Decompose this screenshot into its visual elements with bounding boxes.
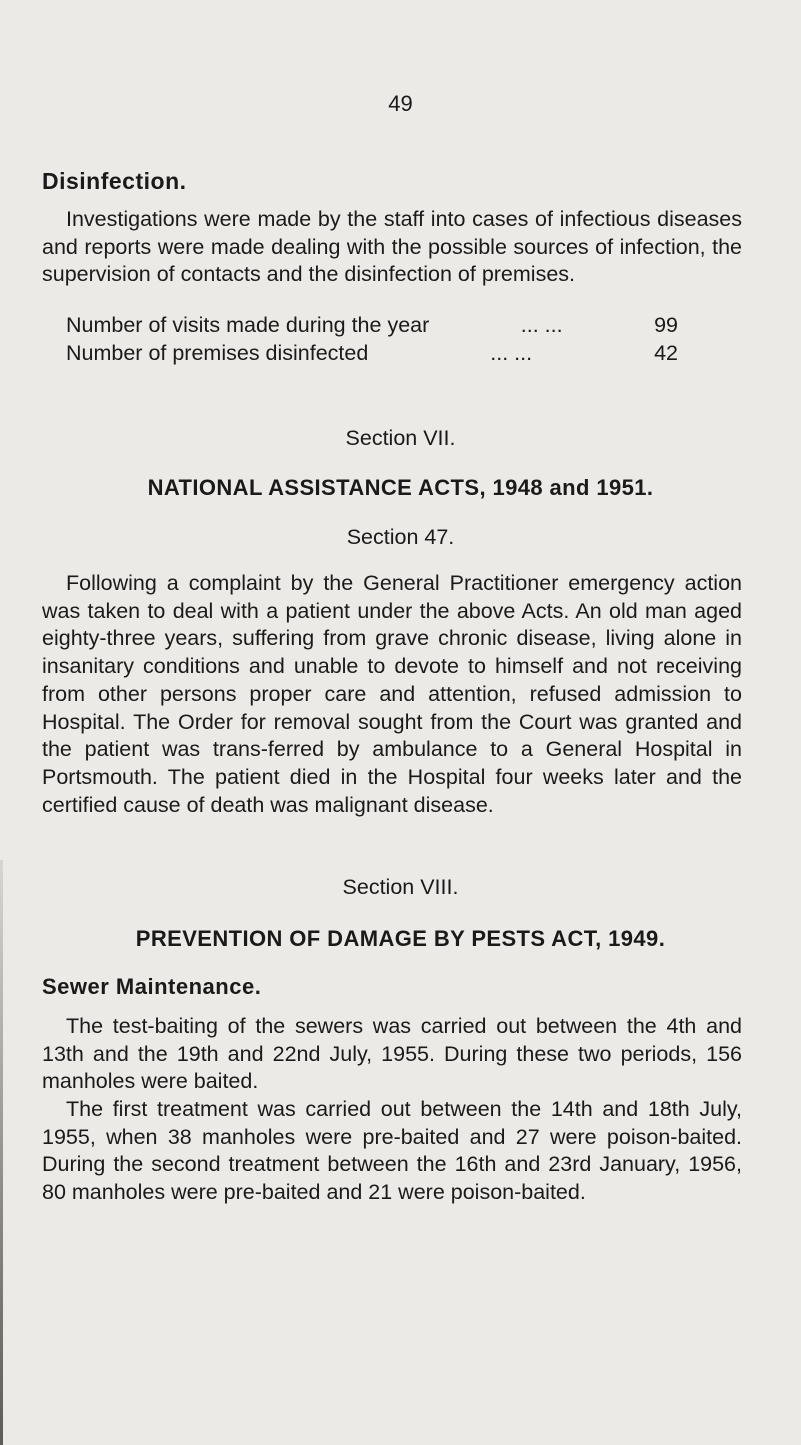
section-viii-label: Section VIII. [342,875,459,899]
disinfection-heading: Disinfection. [42,168,187,194]
stat-label: Number of premises disinfected [66,341,369,365]
sewer-paragraph-1: The test-baiting of the sewers was carried out between the 4th and 13th and the 19th and 22nd July, 1955. During these two periods, 156 manholes were baited. [42,1014,742,1094]
disinfection-paragraph: Investigations were made by the staff into cases of infectious diseases and reports were made dealing with the possible sources of infection, the supervision of contacts and the disinfection of premises. [42,207,742,287]
stat-dots: ... ... [520,313,563,337]
section-vii-paragraph: Following a complaint by the General Practitioner emergency action was taken to deal with a patient under the above Acts. An old man aged eighty-three years, suffering from grave chronic disease, living alone in insanitary conditions and unable to devote to himself and not receiving from other persons proper care and attention, refused admission to Hospital. The Order for removal sought from the Court was granted and the patient was trans-ferred by ambulance to a General Hospital in Portsmouth. The patient died in the Hospital four weeks later and the certified cause of death was malignant disease. [42,571,742,817]
section-47-label: Section 47. [346,525,455,549]
stat-value: 99 [654,313,678,337]
stat-label: Number of visits made during the year [66,313,430,337]
sewer-paragraph-2: The first treatment was carried out between the 14th and 18th July, 1955, when 38 manholes were pre-baited and 27 were poison-baited. During the second treatment between the 16th and 23rd January, 1956, 80 manholes were pre-baited and 21 were poison-baited. [42,1097,742,1205]
section-viii-act-title: PREVENTION OF DAMAGE BY PESTS ACT, 1949. [135,926,666,951]
stat-value: 42 [654,341,678,365]
section-vii-label: Section VII. [345,426,456,450]
stat-row-visits [66,313,678,338]
sewer-maintenance-heading: Sewer Maintenance. [42,974,262,999]
stat-dots: ... ... [490,341,533,365]
page-number: 49 [388,91,413,116]
page-edge-shadow [0,860,3,1445]
section-vii-act-title: NATIONAL ASSISTANCE ACTS, 1948 and 1951. [147,475,654,500]
stat-row-premises [66,341,678,366]
